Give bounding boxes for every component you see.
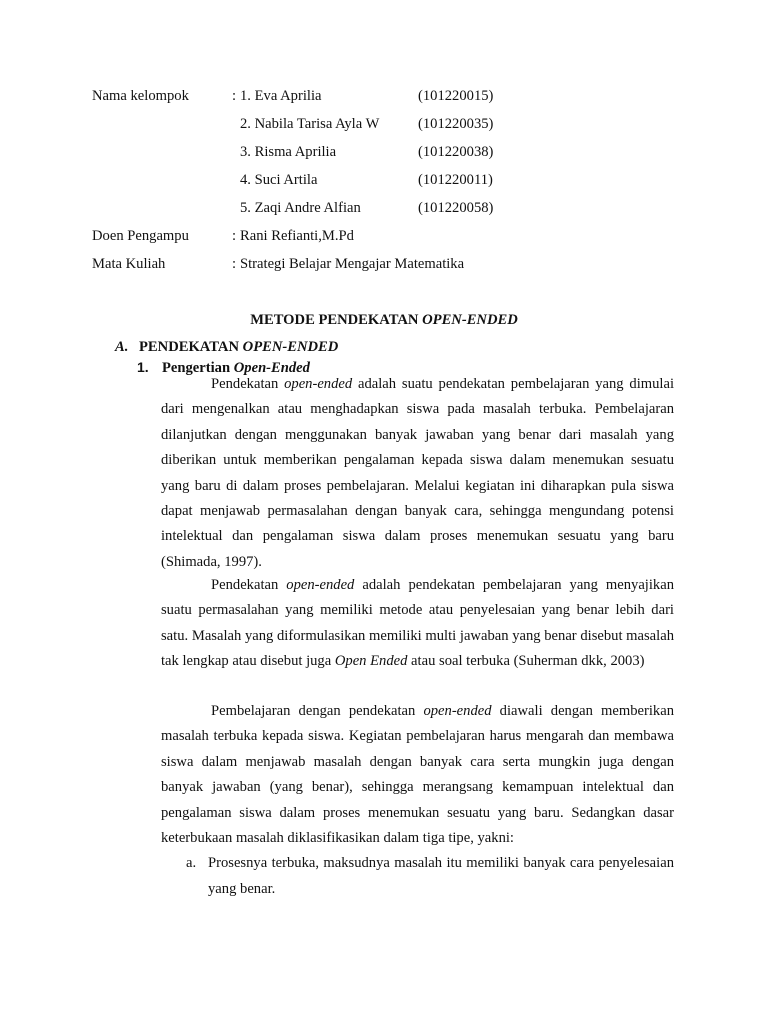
paragraph-1-text-c: adalah suatu pendekatan pembelajaran yang dimulai dari mengenalkan atau menghadapkan siswa pada masalah terbuka. Pembelajaran dilanjutkan dengan menggunakan banyak jawaban yang benar dari masalah yang diberikan untuk memberikan pengalaman kepada siswa dalam menemukan sesuatu yang baru di dalam proses pembelajaran. Melalui kegiatan ini diharapkan pula siswa dapat menjawab permasalahan dengan banyak cara, sehingga mengundang potensi intelektual dan pengalaman siswa dalam proses menemukan sesuatu yang baru (Shimada, 1997).	[161, 376, 674, 570]
group-label: Nama kelompok	[92, 88, 189, 104]
member-4-name	[240, 170, 317, 190]
paragraph-1	[161, 372, 674, 575]
member-3-name-text: Risma Aprilia	[254, 144, 337, 160]
paragraph-2-italic-d: Open Ended	[334, 653, 408, 670]
member-4-nim: (101220011)	[418, 172, 493, 188]
group-colon: :	[232, 88, 237, 104]
paragraph-3-text-c: diawali dengan memberikan masalah terbuka kepada siswa. Kegiatan pembelajaran harus mengarah dan membawa siswa dalam menjawab masalah dengan banyak cara serta mungkin juga dengan banyak jawaban (yang benar), sehingga merangsang kemampuan intelektual dan pengalaman siswa dalam proses menemukan sesuatu yang baru. Sedangkan dasar keterbukaan masalah diklasifikasikan dalam tiga tipe, yakni:	[161, 703, 674, 847]
section-a-heading	[115, 337, 338, 357]
title-italic: OPEN-ENDED	[422, 312, 518, 328]
paragraph-2-italic-b: open-ended	[286, 577, 355, 593]
member-3-name	[240, 142, 336, 162]
member-3-nim: (101220038)	[418, 144, 494, 160]
document-title	[0, 310, 768, 330]
member-4-number: 4.	[240, 172, 251, 188]
member-2-name-text: Nabila Tarisa Ayla W	[254, 116, 380, 132]
course-value: Strategi Belajar Mengajar Matematika	[240, 256, 465, 272]
course-label: Mata Kuliah	[92, 256, 166, 272]
member-5-number: 5.	[240, 200, 251, 216]
member-1-nim: (101220015)	[418, 88, 494, 104]
list-item-text: Prosesnya terbuka, maksudnya masalah itu memiliki banyak cara penyelesaian yang benar.	[208, 855, 674, 897]
member-5-nim: (101220058)	[418, 200, 494, 216]
member-3-number: 3.	[240, 144, 251, 160]
lecturer-label: Doen Pengampu	[92, 228, 189, 244]
member-5-name-text: Zaqi Andre Alfian	[254, 200, 361, 216]
member-1-name	[240, 86, 321, 106]
subsection-1-italic: Open-Ended	[233, 360, 310, 376]
member-1-name-text: Eva Aprilia	[254, 88, 322, 104]
list-item	[186, 850, 674, 902]
member-2-number: 2.	[240, 116, 251, 132]
paragraph-3-text-a: Pembelajaran dengan pendekatan	[211, 703, 424, 719]
paragraph-3	[161, 699, 674, 851]
paragraph-1-text-a: Pendekatan	[211, 376, 285, 392]
member-5-name	[240, 198, 361, 218]
member-1-number: 1.	[240, 88, 251, 104]
lecturer-colon: :	[232, 228, 237, 244]
section-a-text: PENDEKATAN	[139, 339, 243, 355]
course-colon: :	[232, 256, 237, 272]
paragraph-3-italic-b: open-ended	[423, 703, 492, 719]
section-a-italic: OPEN-ENDED	[242, 339, 339, 355]
list-item-marker: a.	[186, 855, 197, 871]
subsection-1-text: Pengertian	[162, 360, 234, 376]
title-text: METODE PENDEKATAN	[250, 312, 423, 328]
paragraph-2-text-e: atau soal terbuka (Suherman dkk, 2003)	[407, 653, 645, 670]
paragraph-2-text-a: Pendekatan	[211, 577, 287, 593]
lecturer-value: Rani Refianti,M.Pd	[240, 228, 354, 244]
paragraph-2	[161, 573, 674, 675]
paragraph-1-italic-b: open-ended	[284, 376, 353, 392]
subsection-1-number: 1.	[137, 359, 149, 375]
section-a-letter: A.	[115, 339, 129, 355]
member-4-name-text: Suci Artila	[254, 172, 318, 188]
member-2-name	[240, 114, 379, 134]
member-2-nim: (101220035)	[418, 116, 494, 132]
paragraph-2-text-c: adalah pendekatan pembelajaran yang menyajikan suatu permasalahan yang memiliki metode atau penyelesaian yang benar lebih dari satu. Masalah yang diformulasikan memiliki multi jawaban yang benar disebut masalah tak lengkap atau disebut juga	[161, 577, 674, 670]
